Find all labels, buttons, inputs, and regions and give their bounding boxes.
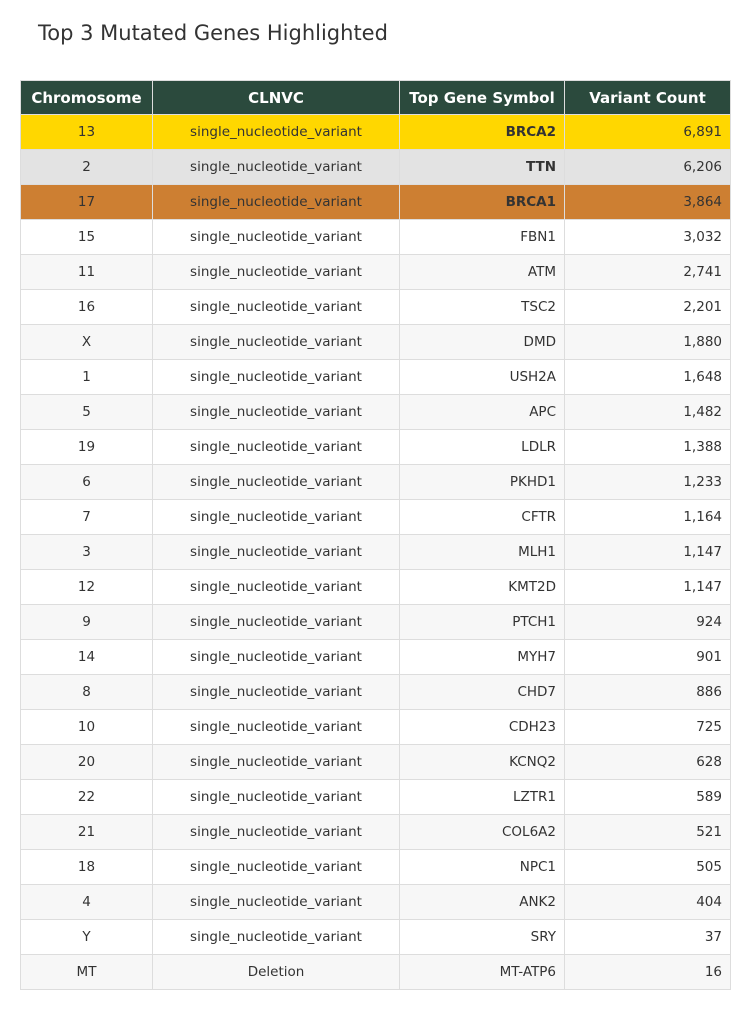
table-row [21, 885, 731, 920]
cell-chromosome: 1 [21, 360, 153, 395]
table-row [21, 710, 731, 745]
cell-chromosome: 5 [21, 395, 153, 430]
table-row [21, 535, 731, 570]
cell-variant-count: 1,388 [565, 430, 731, 465]
table-row [21, 255, 731, 290]
cell-clnvc: single_nucleotide_variant [153, 325, 400, 360]
cell-gene-symbol: TTN [400, 150, 565, 185]
table-row [21, 675, 731, 710]
table-body [21, 115, 731, 990]
cell-clnvc: single_nucleotide_variant [153, 500, 400, 535]
cell-clnvc: single_nucleotide_variant [153, 185, 400, 220]
cell-clnvc: single_nucleotide_variant [153, 255, 400, 290]
table-row [21, 360, 731, 395]
table-row [21, 115, 731, 150]
cell-variant-count: 6,891 [565, 115, 731, 150]
cell-clnvc: single_nucleotide_variant [153, 850, 400, 885]
cell-gene-symbol: PTCH1 [400, 605, 565, 640]
cell-clnvc: single_nucleotide_variant [153, 150, 400, 185]
table-row [21, 850, 731, 885]
cell-variant-count: 3,032 [565, 220, 731, 255]
cell-gene-symbol: NPC1 [400, 850, 565, 885]
cell-variant-count: 2,201 [565, 290, 731, 325]
cell-variant-count: 1,648 [565, 360, 731, 395]
cell-clnvc: single_nucleotide_variant [153, 745, 400, 780]
cell-gene-symbol: MT-ATP6 [400, 955, 565, 990]
cell-chromosome: 3 [21, 535, 153, 570]
cell-gene-symbol: ANK2 [400, 885, 565, 920]
cell-chromosome: 8 [21, 675, 153, 710]
cell-gene-symbol: APC [400, 395, 565, 430]
cell-gene-symbol: LZTR1 [400, 780, 565, 815]
cell-clnvc: single_nucleotide_variant [153, 570, 400, 605]
cell-chromosome: 11 [21, 255, 153, 290]
cell-chromosome: 2 [21, 150, 153, 185]
variants-table [20, 80, 731, 990]
cell-chromosome: 9 [21, 605, 153, 640]
cell-gene-symbol: CHD7 [400, 675, 565, 710]
cell-gene-symbol: CFTR [400, 500, 565, 535]
cell-chromosome: 14 [21, 640, 153, 675]
cell-gene-symbol: USH2A [400, 360, 565, 395]
column-header-top-gene-symbol[interactable]: Top Gene Symbol [400, 81, 565, 115]
cell-variant-count: 1,147 [565, 570, 731, 605]
cell-clnvc: single_nucleotide_variant [153, 920, 400, 955]
cell-variant-count: 37 [565, 920, 731, 955]
cell-clnvc: single_nucleotide_variant [153, 465, 400, 500]
cell-chromosome: 20 [21, 745, 153, 780]
cell-variant-count: 3,864 [565, 185, 731, 220]
cell-gene-symbol: SRY [400, 920, 565, 955]
cell-chromosome: MT [21, 955, 153, 990]
cell-variant-count: 1,233 [565, 465, 731, 500]
cell-variant-count: 505 [565, 850, 731, 885]
cell-gene-symbol: ATM [400, 255, 565, 290]
table-row [21, 290, 731, 325]
cell-variant-count: 628 [565, 745, 731, 780]
table-row [21, 605, 731, 640]
cell-clnvc: single_nucleotide_variant [153, 640, 400, 675]
cell-clnvc: single_nucleotide_variant [153, 535, 400, 570]
cell-gene-symbol: TSC2 [400, 290, 565, 325]
table-row [21, 570, 731, 605]
cell-gene-symbol: FBN1 [400, 220, 565, 255]
cell-clnvc: single_nucleotide_variant [153, 780, 400, 815]
cell-clnvc: Deletion [153, 955, 400, 990]
cell-clnvc: single_nucleotide_variant [153, 815, 400, 850]
cell-variant-count: 901 [565, 640, 731, 675]
column-header-chromosome[interactable]: Chromosome [21, 81, 153, 115]
cell-gene-symbol: DMD [400, 325, 565, 360]
cell-gene-symbol: KMT2D [400, 570, 565, 605]
cell-variant-count: 589 [565, 780, 731, 815]
cell-chromosome: 19 [21, 430, 153, 465]
cell-gene-symbol: COL6A2 [400, 815, 565, 850]
cell-gene-symbol: BRCA2 [400, 115, 565, 150]
cell-gene-symbol: MLH1 [400, 535, 565, 570]
cell-gene-symbol: PKHD1 [400, 465, 565, 500]
cell-variant-count: 1,147 [565, 535, 731, 570]
cell-chromosome: X [21, 325, 153, 360]
table-row [21, 780, 731, 815]
table-row [21, 185, 731, 220]
table-row [21, 920, 731, 955]
cell-chromosome: 4 [21, 885, 153, 920]
table-row [21, 220, 731, 255]
cell-clnvc: single_nucleotide_variant [153, 710, 400, 745]
table-row [21, 500, 731, 535]
cell-variant-count: 1,880 [565, 325, 731, 360]
cell-variant-count: 6,206 [565, 150, 731, 185]
cell-clnvc: single_nucleotide_variant [153, 675, 400, 710]
table-row [21, 815, 731, 850]
cell-variant-count: 1,164 [565, 500, 731, 535]
column-header-clnvc[interactable]: CLNVC [153, 81, 400, 115]
cell-gene-symbol: BRCA1 [400, 185, 565, 220]
cell-variant-count: 16 [565, 955, 731, 990]
cell-clnvc: single_nucleotide_variant [153, 885, 400, 920]
cell-clnvc: single_nucleotide_variant [153, 430, 400, 465]
cell-chromosome: Y [21, 920, 153, 955]
page-title: Top 3 Mutated Genes Highlighted [38, 21, 388, 45]
cell-chromosome: 17 [21, 185, 153, 220]
cell-chromosome: 22 [21, 780, 153, 815]
cell-variant-count: 1,482 [565, 395, 731, 430]
cell-gene-symbol: KCNQ2 [400, 745, 565, 780]
cell-gene-symbol: CDH23 [400, 710, 565, 745]
cell-chromosome: 15 [21, 220, 153, 255]
cell-clnvc: single_nucleotide_variant [153, 290, 400, 325]
cell-chromosome: 21 [21, 815, 153, 850]
cell-variant-count: 2,741 [565, 255, 731, 290]
table-row [21, 465, 731, 500]
cell-chromosome: 13 [21, 115, 153, 150]
table-row [21, 640, 731, 675]
table-header [21, 81, 731, 115]
cell-variant-count: 725 [565, 710, 731, 745]
cell-chromosome: 6 [21, 465, 153, 500]
cell-clnvc: single_nucleotide_variant [153, 605, 400, 640]
table-row [21, 325, 731, 360]
cell-variant-count: 404 [565, 885, 731, 920]
cell-chromosome: 12 [21, 570, 153, 605]
table-row [21, 395, 731, 430]
cell-gene-symbol: MYH7 [400, 640, 565, 675]
table-row [21, 430, 731, 465]
header-row [21, 81, 731, 115]
table-row [21, 745, 731, 780]
cell-clnvc: single_nucleotide_variant [153, 220, 400, 255]
cell-chromosome: 7 [21, 500, 153, 535]
cell-variant-count: 521 [565, 815, 731, 850]
cell-clnvc: single_nucleotide_variant [153, 115, 400, 150]
table-row [21, 955, 731, 990]
cell-chromosome: 16 [21, 290, 153, 325]
cell-clnvc: single_nucleotide_variant [153, 360, 400, 395]
cell-variant-count: 886 [565, 675, 731, 710]
column-header-variant-count[interactable]: Variant Count [565, 81, 731, 115]
cell-clnvc: single_nucleotide_variant [153, 395, 400, 430]
cell-chromosome: 18 [21, 850, 153, 885]
cell-chromosome: 10 [21, 710, 153, 745]
cell-gene-symbol: LDLR [400, 430, 565, 465]
table-row [21, 150, 731, 185]
cell-variant-count: 924 [565, 605, 731, 640]
